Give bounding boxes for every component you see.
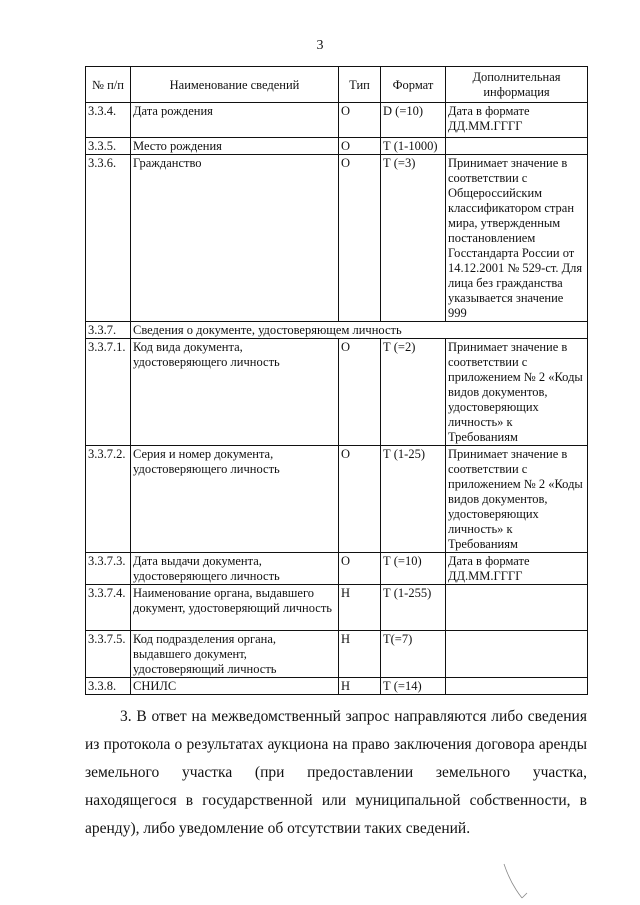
row-type: О: [339, 103, 381, 138]
header-info: Дополнительная информация: [446, 67, 588, 103]
row-info: Принимает значение в соответствии с Общероссийским классификатором стран мира, утвержденным постановлением Госстандарта России от 14.12.2001 № 529-ст. Для лица без гражданства указывается значение 999: [446, 155, 588, 322]
row-format: Т(=7): [381, 631, 446, 678]
row-info: Принимает значение в соответствии с приложением № 2 «Коды видов документов, удостоверяющих личность» к Требованиям: [446, 446, 588, 553]
row-name: Серия и номер документа, удостоверяющего личность: [131, 446, 339, 553]
row-format: Т (=2): [381, 339, 446, 446]
row-number: 3.3.7.5.: [86, 631, 131, 678]
row-info: [446, 631, 588, 678]
header-name: Наименование сведений: [131, 67, 339, 103]
row-number: 3.3.7.4.: [86, 585, 131, 631]
pen-mark: [500, 862, 530, 902]
row-type: О: [339, 138, 381, 155]
row-format: Т (1-25): [381, 446, 446, 553]
row-format: Т (=14): [381, 678, 446, 695]
row-name: Сведения о документе, удостоверяющем личность: [131, 322, 588, 339]
table-row: [86, 103, 588, 138]
header-format: Формат: [381, 67, 446, 103]
table-row: [86, 322, 588, 339]
row-type: О: [339, 553, 381, 585]
row-info: Принимает значение в соответствии с приложением № 2 «Коды видов документов, удостоверяющих личность» к Требованиям: [446, 339, 588, 446]
row-info: Дата в формате ДД.ММ.ГГГГ: [446, 553, 588, 585]
row-name: Дата выдачи документа, удостоверяющего личность: [131, 553, 339, 585]
table-row: [86, 585, 588, 631]
row-format: Т (=10): [381, 553, 446, 585]
row-format: Т (=3): [381, 155, 446, 322]
body-paragraph: 3. В ответ на межведомственный запрос направляются либо сведения из протокола о результатах аукциона на право заключения договора аренды земельного участка (при предоставлении земельного участка, находящегося в государственной или муниципальной собственности, в аренду), либо уведомление об отсутствии таких сведений.: [85, 708, 587, 837]
row-info: [446, 678, 588, 695]
page-number: 3: [316, 38, 324, 53]
row-info: [446, 138, 588, 155]
row-type: О: [339, 339, 381, 446]
row-type: Н: [339, 585, 381, 631]
table-row: [86, 138, 588, 155]
row-info: [446, 585, 588, 631]
row-format: Т (1-255): [381, 585, 446, 631]
header-number: № п/п: [86, 67, 131, 103]
row-name: Место рождения: [131, 138, 339, 155]
table-header-row: [86, 67, 588, 103]
row-number: 3.3.8.: [86, 678, 131, 695]
row-name: СНИЛС: [131, 678, 339, 695]
row-number: 3.3.4.: [86, 103, 131, 138]
table-row: [86, 446, 588, 553]
row-type: Н: [339, 678, 381, 695]
table-row: [86, 553, 588, 585]
row-number: 3.3.7.: [86, 322, 131, 339]
row-format: D (=10): [381, 103, 446, 138]
row-number: 3.3.7.2.: [86, 446, 131, 553]
row-number: 3.3.7.3.: [86, 553, 131, 585]
table-row: [86, 155, 588, 322]
table-row: [86, 339, 588, 446]
row-name: Гражданство: [131, 155, 339, 322]
row-name: Код вида документа, удостоверяющего личность: [131, 339, 339, 446]
table-row: [86, 678, 588, 695]
row-format: Т (1-1000): [381, 138, 446, 155]
row-type: О: [339, 155, 381, 322]
row-name: Дата рождения: [131, 103, 339, 138]
row-number: 3.3.7.1.: [86, 339, 131, 446]
table-row: [86, 631, 588, 678]
row-info: Дата в формате ДД.ММ.ГГГГ: [446, 103, 588, 138]
header-type: Тип: [339, 67, 381, 103]
row-name: Наименование органа, выдавшего документ, удостоверяющий личность: [131, 585, 339, 631]
row-type: Н: [339, 631, 381, 678]
row-number: 3.3.5.: [86, 138, 131, 155]
row-name: Код подразделения органа, выдавшего документ, удостоверяющий личность: [131, 631, 339, 678]
information-table: [85, 66, 588, 695]
row-number: 3.3.6.: [86, 155, 131, 322]
row-type: О: [339, 446, 381, 553]
